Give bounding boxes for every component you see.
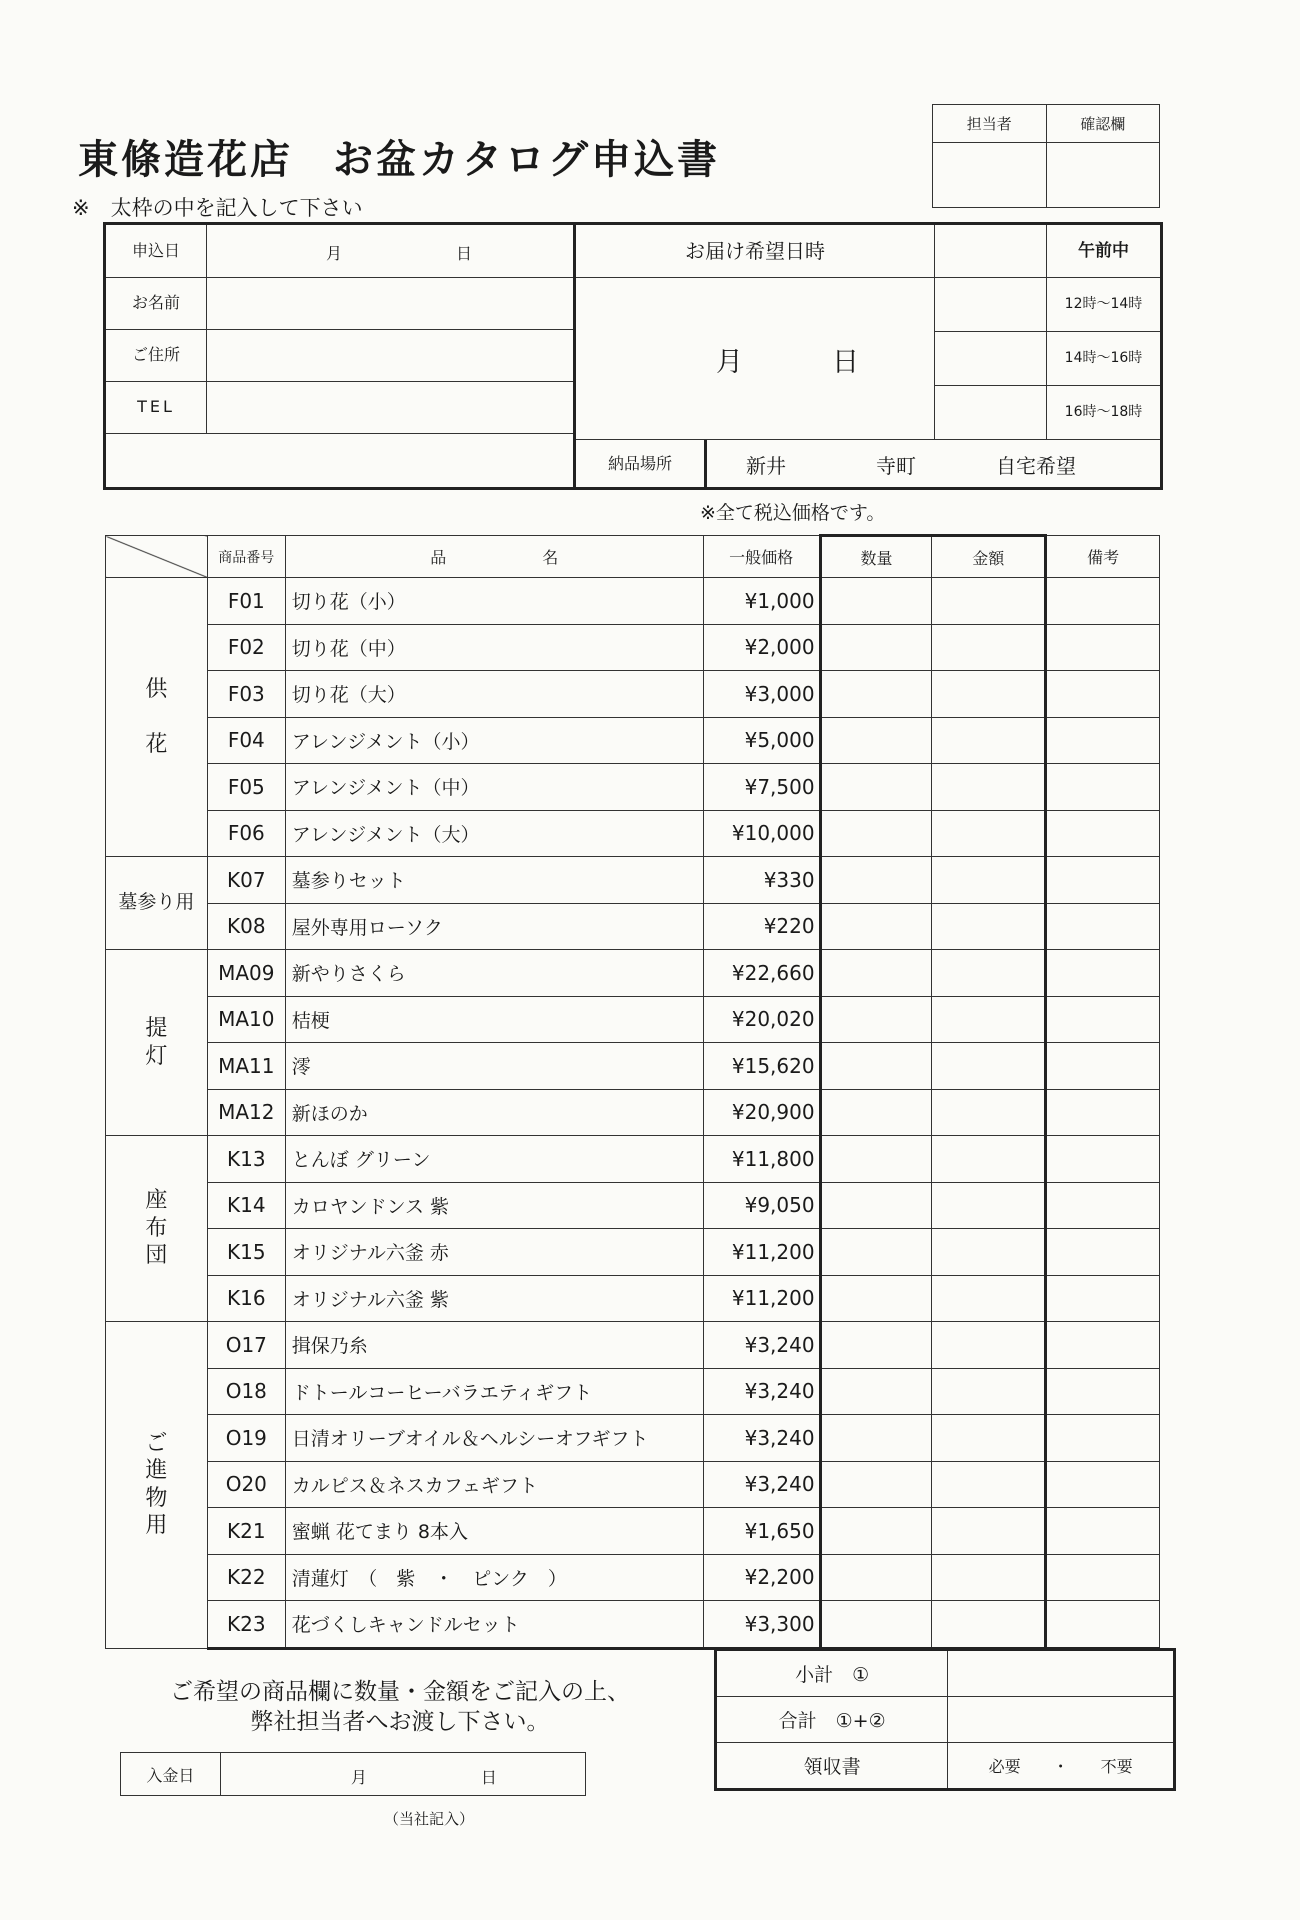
table-row <box>106 1043 1160 1090</box>
subtotal-field[interactable] <box>948 1650 1175 1697</box>
note-field[interactable] <box>1046 1322 1160 1369</box>
product-code: O17 <box>207 1322 285 1369</box>
product-price: ¥1,000 <box>703 578 820 625</box>
qty-field[interactable] <box>820 1182 932 1229</box>
product-price: ¥3,240 <box>703 1415 820 1462</box>
qty-field[interactable] <box>820 1601 932 1649</box>
table-row <box>106 1368 1160 1415</box>
application-form <box>103 222 1163 490</box>
table-row <box>106 671 1160 718</box>
product-name: 切り花（小） <box>285 578 703 625</box>
note-field[interactable] <box>1046 1089 1160 1136</box>
amount-field[interactable] <box>932 671 1046 718</box>
name-row <box>106 277 573 330</box>
product-code: MA09 <box>207 950 285 997</box>
bottom-note-line1: ご希望の商品欄に数量・金額をご記入の上、 <box>170 1679 630 1705</box>
amount-field[interactable] <box>932 857 1046 904</box>
table-row <box>106 717 1160 764</box>
delivery-date-box <box>576 225 935 440</box>
amount-field[interactable] <box>932 717 1046 764</box>
time-slot-14-16: 14時～16時 <box>1047 332 1160 386</box>
payment-label: 入金日 <box>121 1753 221 1796</box>
product-name: ドトールコーヒーバラエティギフト <box>285 1368 703 1415</box>
delivery-day-label: 日 <box>832 347 859 378</box>
product-name: 日清オリーブオイル＆ヘルシーオフギフト <box>285 1415 703 1462</box>
product-code: F02 <box>207 624 285 671</box>
receipt-options[interactable]: 必要 ・ 不要 <box>948 1743 1175 1790</box>
delivery-label: お届け希望日時 <box>576 225 934 278</box>
qty-field[interactable] <box>820 717 932 764</box>
product-code: F05 <box>207 764 285 811</box>
product-code: O20 <box>207 1461 285 1508</box>
application-day-label: 日 <box>456 244 473 263</box>
product-price: ¥10,000 <box>703 810 820 857</box>
subtotal-label: 小計 ① <box>716 1650 948 1697</box>
note-field[interactable] <box>1046 717 1160 764</box>
product-code: MA10 <box>207 996 285 1043</box>
product-code: O18 <box>207 1368 285 1415</box>
product-code: K14 <box>207 1182 285 1229</box>
note-field[interactable] <box>1046 1182 1160 1229</box>
product-price: ¥20,900 <box>703 1089 820 1136</box>
time-slot-morning: 午前中 <box>1047 225 1160 278</box>
product-code: K13 <box>207 1136 285 1183</box>
confirm-field[interactable] <box>1046 143 1160 208</box>
note-field[interactable] <box>1046 1275 1160 1322</box>
time-check-1[interactable] <box>934 278 1047 332</box>
shop-name: 東條造花店 <box>78 137 293 183</box>
product-name: 揖保乃糸 <box>285 1322 703 1369</box>
product-price: ¥220 <box>703 903 820 950</box>
address-label: ご住所 <box>106 329 207 381</box>
qty-field[interactable] <box>820 1043 932 1090</box>
product-name: 清蓮灯 （ 紫 ・ ピンク ） <box>285 1554 703 1601</box>
time-slot-12-14: 12時～14時 <box>1047 278 1160 332</box>
category-label: 墓参り用 <box>106 857 208 950</box>
category-label: 提 灯 <box>106 950 208 1136</box>
product-price: ¥2,000 <box>703 624 820 671</box>
product-code: K15 <box>207 1229 285 1276</box>
amount-field[interactable] <box>932 1229 1046 1276</box>
product-price: ¥9,050 <box>703 1182 820 1229</box>
amount-field[interactable] <box>932 764 1046 811</box>
note-field[interactable] <box>1046 1136 1160 1183</box>
place-arai[interactable]: 新井 <box>746 454 786 478</box>
amount-field[interactable] <box>932 1136 1046 1183</box>
product-code: K21 <box>207 1508 285 1555</box>
office-use-note: （当社記入） <box>384 1810 475 1828</box>
note-field[interactable] <box>1046 810 1160 857</box>
product-price: ¥330 <box>703 857 820 904</box>
note-field[interactable] <box>1046 1229 1160 1276</box>
name-label: お名前 <box>106 277 207 329</box>
note-field[interactable] <box>1046 1508 1160 1555</box>
product-name: アレンジメント（中） <box>285 764 703 811</box>
amount-field[interactable] <box>932 578 1046 625</box>
product-code: K22 <box>207 1554 285 1601</box>
staff-box <box>932 104 1160 208</box>
application-date-field[interactable] <box>208 225 568 277</box>
product-code: K08 <box>207 903 285 950</box>
amount-field[interactable] <box>932 996 1046 1043</box>
product-price: ¥11,800 <box>703 1136 820 1183</box>
confirm-label: 確認欄 <box>1046 105 1160 143</box>
qty-field[interactable] <box>820 578 932 625</box>
header-price: 一般価格 <box>703 536 820 578</box>
time-slot-16-18: 16時～18時 <box>1064 404 1143 420</box>
amount-field[interactable] <box>932 1508 1046 1555</box>
product-name: カロヤンドンス 紫 <box>285 1182 703 1229</box>
note-field[interactable] <box>1046 1461 1160 1508</box>
application-date-label: 申込日 <box>106 225 207 277</box>
table-row <box>106 810 1160 857</box>
table-row <box>106 1461 1160 1508</box>
qty-field[interactable] <box>820 1554 932 1601</box>
note-field[interactable] <box>1046 578 1160 625</box>
category-label: 供 花 <box>106 578 208 857</box>
tel-row <box>106 381 573 434</box>
staff-label: 担当者 <box>933 105 1047 143</box>
table-row <box>106 1322 1160 1369</box>
time-check-2[interactable] <box>934 332 1047 386</box>
product-name: 蜜蝋 花てまり 8本入 <box>285 1508 703 1555</box>
payment-date-box <box>120 1752 586 1796</box>
catalog-table <box>105 534 1160 1650</box>
note-field[interactable] <box>1046 950 1160 997</box>
tel-label: TEL <box>106 381 207 433</box>
catalog-title: お盆カタログ申込書 <box>333 137 720 183</box>
amount-field[interactable] <box>932 1275 1046 1322</box>
payment-date-field[interactable] <box>220 1753 585 1796</box>
product-code: K16 <box>207 1275 285 1322</box>
delivery-block <box>576 225 1160 487</box>
delivery-date-field[interactable] <box>576 279 934 437</box>
category-label: 座 布 団 <box>106 1136 208 1322</box>
product-name: 新やりさくら <box>285 950 703 997</box>
header-name: 品 名 <box>285 536 703 578</box>
table-header <box>106 536 1160 578</box>
amount-field[interactable] <box>932 1368 1046 1415</box>
instruction-text: ※ 太枠の中を記入して下さい <box>72 196 363 220</box>
product-price: ¥3,240 <box>703 1461 820 1508</box>
tax-note: ※全て税込価格です。 <box>700 502 886 524</box>
product-price: ¥11,200 <box>703 1275 820 1322</box>
qty-field[interactable] <box>820 1229 932 1276</box>
note-field[interactable] <box>1046 624 1160 671</box>
table-row <box>106 857 1160 904</box>
qty-field[interactable] <box>820 996 932 1043</box>
amount-field[interactable] <box>932 1554 1046 1601</box>
table-row <box>106 764 1160 811</box>
qty-field[interactable] <box>820 950 932 997</box>
receipt-label: 領収書 <box>716 1743 948 1790</box>
product-code: F01 <box>207 578 285 625</box>
product-price: ¥3,240 <box>703 1322 820 1369</box>
staff-field[interactable] <box>933 143 1047 208</box>
time-check-0[interactable] <box>934 225 1047 278</box>
bottom-note-line2: 弊社担当者へお渡し下さい。 <box>250 1708 550 1735</box>
address-row <box>106 329 573 382</box>
qty-field[interactable] <box>820 1136 932 1183</box>
amount-field[interactable] <box>932 1322 1046 1369</box>
product-name: 墓参りセット <box>285 857 703 904</box>
qty-field[interactable] <box>820 1415 932 1462</box>
product-code: K07 <box>207 857 285 904</box>
product-code: F04 <box>207 717 285 764</box>
table-row <box>106 1601 1160 1649</box>
header-code: 商品番号 <box>207 536 285 578</box>
amount-field[interactable] <box>932 1043 1046 1090</box>
note-field[interactable] <box>1046 1601 1160 1649</box>
note-field[interactable] <box>1046 857 1160 904</box>
time-slots <box>934 225 1160 440</box>
page-title <box>78 128 720 185</box>
qty-field[interactable] <box>820 624 932 671</box>
amount-field[interactable] <box>932 1415 1046 1462</box>
table-row <box>106 950 1160 997</box>
product-price: ¥22,660 <box>703 950 820 997</box>
amount-field[interactable] <box>932 950 1046 997</box>
qty-field[interactable] <box>820 764 932 811</box>
table-row <box>106 1136 1160 1183</box>
product-code: MA11 <box>207 1043 285 1090</box>
note-field[interactable] <box>1046 903 1160 950</box>
total-field[interactable] <box>948 1697 1175 1743</box>
qty-field[interactable] <box>820 1461 932 1508</box>
place-teramachi[interactable]: 寺町 <box>876 454 916 478</box>
product-name: 花づくしキャンドルセット <box>285 1601 703 1649</box>
product-price: ¥7,500 <box>703 764 820 811</box>
table-row <box>106 578 1160 625</box>
header-diagonal <box>106 536 208 578</box>
product-name: オリジナル六釜 赤 <box>285 1229 703 1276</box>
payment-month-label: 月 <box>350 1768 367 1787</box>
product-name: 切り花（中） <box>285 624 703 671</box>
extra-field[interactable] <box>106 433 573 487</box>
delivery-place-row <box>576 440 1160 487</box>
product-name: 新ほのか <box>285 1089 703 1136</box>
qty-field[interactable] <box>820 857 932 904</box>
table-row <box>106 1275 1160 1322</box>
note-field[interactable] <box>1046 764 1160 811</box>
product-price: ¥3,240 <box>703 1368 820 1415</box>
name-field[interactable] <box>208 277 568 329</box>
table-row <box>106 996 1160 1043</box>
product-name: 澪 <box>285 1043 703 1090</box>
product-name: カルピス＆ネスカフェギフト <box>285 1461 703 1508</box>
product-name: とんぼ グリーン <box>285 1136 703 1183</box>
table-row <box>106 1554 1160 1601</box>
totals-table <box>714 1648 1176 1791</box>
product-price: ¥3,300 <box>703 1601 820 1649</box>
amount-field[interactable] <box>932 1601 1046 1649</box>
product-code: K23 <box>207 1601 285 1649</box>
qty-field[interactable] <box>820 671 932 718</box>
product-price: ¥1,650 <box>703 1508 820 1555</box>
product-price: ¥5,000 <box>703 717 820 764</box>
product-code: MA12 <box>207 1089 285 1136</box>
qty-field[interactable] <box>820 1089 932 1136</box>
table-row <box>106 624 1160 671</box>
header-note: 備考 <box>1046 536 1160 578</box>
place-home[interactable]: 自宅希望 <box>996 454 1076 478</box>
qty-field[interactable] <box>820 903 932 950</box>
note-field[interactable] <box>1046 996 1160 1043</box>
header-amount: 金額 <box>932 536 1046 578</box>
table-row <box>106 1229 1160 1276</box>
qty-field[interactable] <box>820 1508 932 1555</box>
amount-field[interactable] <box>932 1182 1046 1229</box>
time-check-3[interactable] <box>934 386 1047 439</box>
note-field[interactable] <box>1046 1415 1160 1462</box>
payment-day-label: 日 <box>480 1768 497 1787</box>
product-name: 桔梗 <box>285 996 703 1043</box>
qty-field[interactable] <box>820 1322 932 1369</box>
delivery-month-label: 月 <box>716 347 743 378</box>
tel-field[interactable] <box>208 381 568 433</box>
category-label: ご 進 物 用 <box>106 1322 208 1649</box>
amount-field[interactable] <box>932 810 1046 857</box>
amount-field[interactable] <box>932 1089 1046 1136</box>
qty-field[interactable] <box>820 1368 932 1415</box>
note-field[interactable] <box>1046 671 1160 718</box>
qty-field[interactable] <box>820 1275 932 1322</box>
table-row <box>106 1089 1160 1136</box>
product-code: F03 <box>207 671 285 718</box>
product-name: 屋外専用ローソク <box>285 903 703 950</box>
product-name: オリジナル六釜 紫 <box>285 1275 703 1322</box>
application-month-label: 月 <box>326 244 343 263</box>
product-price: ¥3,000 <box>703 671 820 718</box>
product-name: 切り花（大） <box>285 671 703 718</box>
product-name: アレンジメント（大） <box>285 810 703 857</box>
address-field[interactable] <box>208 329 568 381</box>
header-qty: 数量 <box>820 536 932 578</box>
note-field[interactable] <box>1046 1043 1160 1090</box>
amount-field[interactable] <box>932 903 1046 950</box>
table-row <box>106 1182 1160 1229</box>
place-label: 納品場所 <box>576 440 707 487</box>
customer-block <box>106 225 576 487</box>
product-price: ¥11,200 <box>703 1229 820 1276</box>
note-field[interactable] <box>1046 1554 1160 1601</box>
product-price: ¥20,020 <box>703 996 820 1043</box>
application-date-row <box>106 225 573 278</box>
product-price: ¥2,200 <box>703 1554 820 1601</box>
product-price: ¥15,620 <box>703 1043 820 1090</box>
product-name: アレンジメント（小） <box>285 717 703 764</box>
qty-field[interactable] <box>820 810 932 857</box>
total-label: 合計 ①+② <box>716 1697 948 1743</box>
table-row <box>106 1415 1160 1462</box>
product-code: O19 <box>207 1415 285 1462</box>
amount-field[interactable] <box>932 624 1046 671</box>
amount-field[interactable] <box>932 1461 1046 1508</box>
bottom-note <box>100 1678 700 1738</box>
product-code: F06 <box>207 810 285 857</box>
note-field[interactable] <box>1046 1368 1160 1415</box>
table-row <box>106 1508 1160 1555</box>
table-row <box>106 903 1160 950</box>
